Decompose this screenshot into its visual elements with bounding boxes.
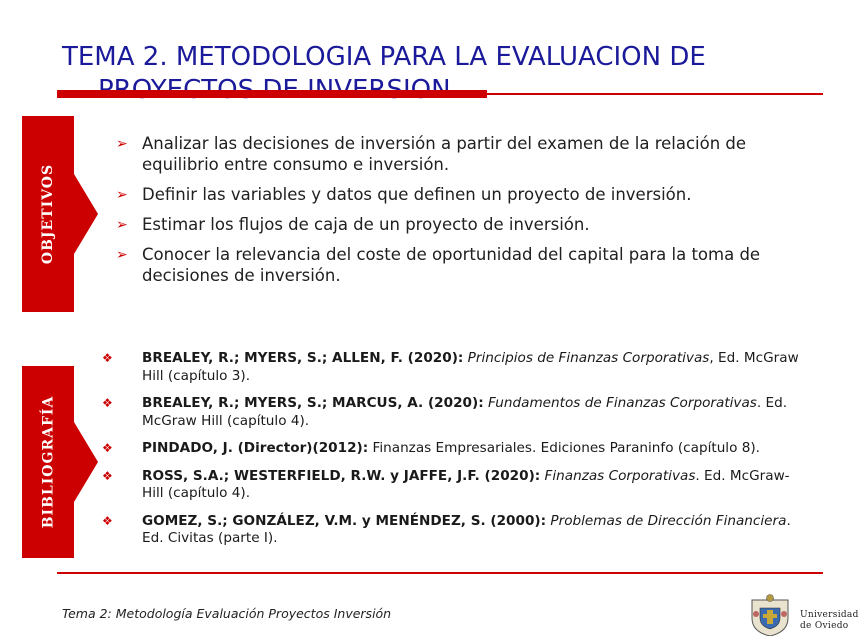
diamond-bullet-icon: ❖ [102,351,113,365]
objectives-list [116,133,806,295]
bibliography-item: ❖ BREALEY, R.; MYERS, S.; ALLEN, F. (2020): Principios de Finanzas Corporativas, Ed. McGraw Hill (capítulo 3). [102,350,799,384]
chevron-right-icon: ➢ [116,247,128,263]
objective-item: ➢ Analizar las decisiones de inversión a partir del examen de la relación de equilibrio entre consumo e inversión. [116,134,747,174]
diamond-bullet-icon: ❖ [102,468,113,483]
objectives-label: OBJETIVOS [40,163,56,265]
footer-divider [57,572,823,574]
diamond-bullet-icon: ❖ [102,441,113,455]
page-title-line1: TEMA 2. METODOLOGIA PARA LA EVALUACION DE [62,42,706,73]
footer-text: Tema 2: Metodología Evaluación Proyectos Inversión [62,606,392,621]
diamond-bullet-icon: ❖ [102,396,113,410]
chevron-right-icon: ➢ [116,136,128,152]
title-underline-thick [57,90,487,98]
objective-item: ➢ Conocer la relevancia del coste de oportunidad del capital para la toma de decisiones de inversión. [116,245,761,285]
bibliography-item: ❖ PINDADO, J. (Director)(2012): Finanzas Empresariales. Ediciones Paraninfo (capítulo 8). [102,440,760,456]
bibliography-item: ❖ ROSS, S.A.; WESTERFIELD, R.W. y JAFFE, J.F. (2020): Finanzas Corporativas. Ed. McGraw-Hill (capítulo 4). [102,467,790,501]
bibliography-list [100,350,800,558]
title-underline-thin [487,93,823,95]
objective-item: ➢ Estimar los flujos de caja de un proyecto de inversión. [116,215,590,234]
bibliography-label: BIBLIOGRAFÍA [40,395,57,529]
bibliography-arrow [22,366,100,558]
university-name: Universidad de Oviedo [800,610,859,631]
bibliography-item: ❖ GOMEZ, S.; GONZÁLEZ, V.M. y MENÉNDEZ, S. (2000): Problemas de Dirección Financiera. Ed. Civitas (parte I). [102,512,791,546]
objective-item: ➢ Definir las variables y datos que definen un proyecto de inversión. [116,185,692,204]
chevron-right-icon: ➢ [116,217,128,233]
chevron-right-icon: ➢ [116,187,128,203]
objectives-arrow [22,116,100,312]
diamond-bullet-icon: ❖ [102,513,113,528]
bibliography-item: ❖ BREALEY, R.; MYERS, S.; MARCUS, A. (2020): Fundamentos de Finanzas Corporativas. Ed. McGraw Hill (capítulo 4). [102,395,788,429]
